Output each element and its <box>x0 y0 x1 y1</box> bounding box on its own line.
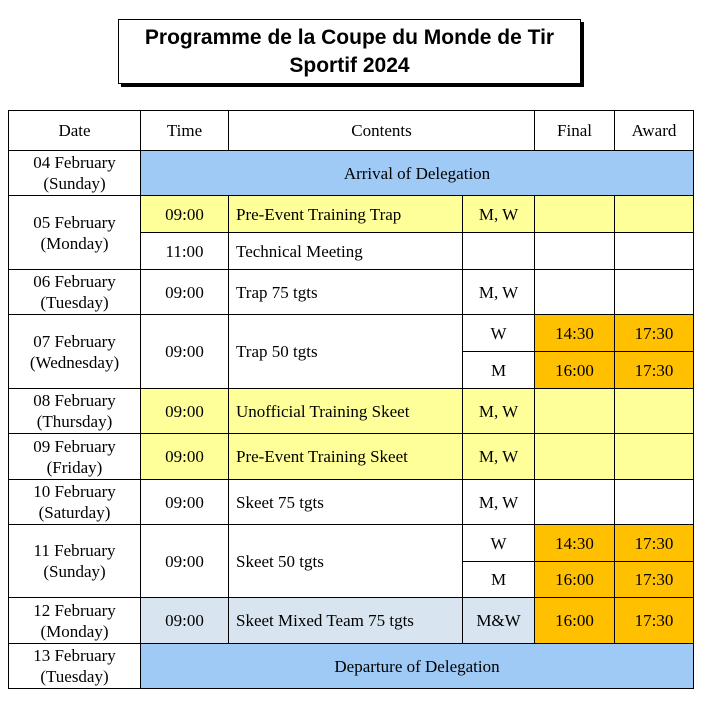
weekday-label: (Saturday) <box>38 503 111 522</box>
date-label: 13 February <box>33 646 116 665</box>
date-cell <box>9 480 141 525</box>
table-row <box>9 389 694 434</box>
date-cell <box>9 389 141 434</box>
weekday-label: (Monday) <box>40 621 109 641</box>
award-cell: 17:30 <box>615 315 694 352</box>
table-row <box>9 270 694 315</box>
departure-cell: Departure of Delegation <box>141 644 694 689</box>
date-label: 05 February <box>33 212 116 232</box>
award-cell: 17:30 <box>615 598 694 644</box>
date-cell <box>9 434 141 480</box>
arrival-cell: Arrival of Delegation <box>141 151 694 196</box>
table-row <box>9 151 694 196</box>
contents-cell: Pre-Event Training Skeet <box>229 434 463 480</box>
award-cell <box>615 434 694 480</box>
weekday-label: (Monday) <box>40 233 109 253</box>
time-cell: 09:00 <box>141 315 229 389</box>
contents-cell: Skeet 75 tgts <box>229 480 463 525</box>
weekday-label: (Wednesday) <box>29 352 120 372</box>
header-time: Time <box>141 111 229 151</box>
final-cell: 16:00 <box>535 352 615 389</box>
contents-cell: Technical Meeting <box>229 233 463 270</box>
title-line-2: Sportif 2024 <box>289 53 410 77</box>
time-cell: 11:00 <box>141 233 229 270</box>
date-label: 12 February <box>33 600 116 620</box>
gender-cell: W <box>463 525 535 562</box>
date-label: 09 February <box>33 436 116 456</box>
header-row <box>9 111 694 151</box>
table-row <box>9 644 694 689</box>
document-title <box>118 19 581 84</box>
time-cell: 09:00 <box>141 525 229 598</box>
table-row <box>9 480 694 525</box>
final-cell: 16:00 <box>535 562 615 598</box>
contents-cell: Unofficial Training Skeet <box>229 389 463 434</box>
header-award: Award <box>615 111 694 151</box>
time-cell: 09:00 <box>141 270 229 315</box>
award-cell <box>615 196 694 233</box>
gender-cell: W <box>463 315 535 352</box>
date-label: 08 February <box>33 391 116 410</box>
title-line-1: Programme de la Coupe du Monde de Tir <box>144 25 555 49</box>
header-contents: Contents <box>229 111 535 151</box>
gender-cell: M <box>463 352 535 389</box>
table-row <box>9 315 694 352</box>
table-row <box>9 196 694 233</box>
final-cell <box>535 233 615 270</box>
gender-cell: M, W <box>463 389 535 434</box>
weekday-label: (Tuesday) <box>40 667 109 686</box>
award-cell <box>615 389 694 434</box>
date-cell <box>9 315 141 389</box>
date-cell <box>9 525 141 598</box>
date-label: 07 February <box>33 331 116 351</box>
award-cell: 17:30 <box>615 562 694 598</box>
award-cell <box>615 270 694 315</box>
final-cell: 14:30 <box>535 525 615 562</box>
date-cell <box>9 196 141 270</box>
date-cell <box>9 270 141 315</box>
gender-cell <box>463 233 535 270</box>
gender-cell: M <box>463 562 535 598</box>
table-row <box>9 598 694 644</box>
final-cell: 14:30 <box>535 315 615 352</box>
header-date: Date <box>9 111 141 151</box>
weekday-label: (Tuesday) <box>40 293 109 312</box>
contents-cell: Skeet Mixed Team 75 tgts <box>229 598 463 644</box>
date-label: 06 February <box>33 272 116 291</box>
date-cell <box>9 598 141 644</box>
contents-cell: Pre-Event Training Trap <box>229 196 463 233</box>
award-cell: 17:30 <box>615 525 694 562</box>
gender-cell: M, W <box>463 270 535 315</box>
weekday-label: (Friday) <box>46 457 103 477</box>
time-cell: 09:00 <box>141 434 229 480</box>
final-cell <box>535 196 615 233</box>
award-cell: 17:30 <box>615 352 694 389</box>
schedule-table <box>8 110 694 689</box>
final-cell <box>535 434 615 480</box>
time-cell: 09:00 <box>141 196 229 233</box>
time-cell: 09:00 <box>141 389 229 434</box>
date-cell <box>9 644 141 689</box>
date-cell <box>9 151 141 196</box>
contents-cell: Trap 50 tgts <box>229 315 463 389</box>
weekday-label: (Sunday) <box>43 562 106 581</box>
contents-cell: Skeet 50 tgts <box>229 525 463 598</box>
final-cell: 16:00 <box>535 598 615 644</box>
header-final: Final <box>535 111 615 151</box>
date-label: 10 February <box>33 482 116 501</box>
date-label: 04 February <box>33 153 116 172</box>
table-row <box>9 434 694 480</box>
time-cell: 09:00 <box>141 480 229 525</box>
final-cell <box>535 480 615 525</box>
date-label: 11 February <box>33 541 116 560</box>
award-cell <box>615 480 694 525</box>
award-cell <box>615 233 694 270</box>
weekday-label: (Sunday) <box>43 174 106 193</box>
time-cell: 09:00 <box>141 598 229 644</box>
gender-cell: M, W <box>463 196 535 233</box>
weekday-label: (Thursday) <box>36 412 113 431</box>
gender-cell: M, W <box>463 480 535 525</box>
final-cell <box>535 389 615 434</box>
table-row <box>9 525 694 562</box>
gender-cell: M&W <box>463 598 535 644</box>
final-cell <box>535 270 615 315</box>
contents-cell: Trap 75 tgts <box>229 270 463 315</box>
gender-cell: M, W <box>463 434 535 480</box>
